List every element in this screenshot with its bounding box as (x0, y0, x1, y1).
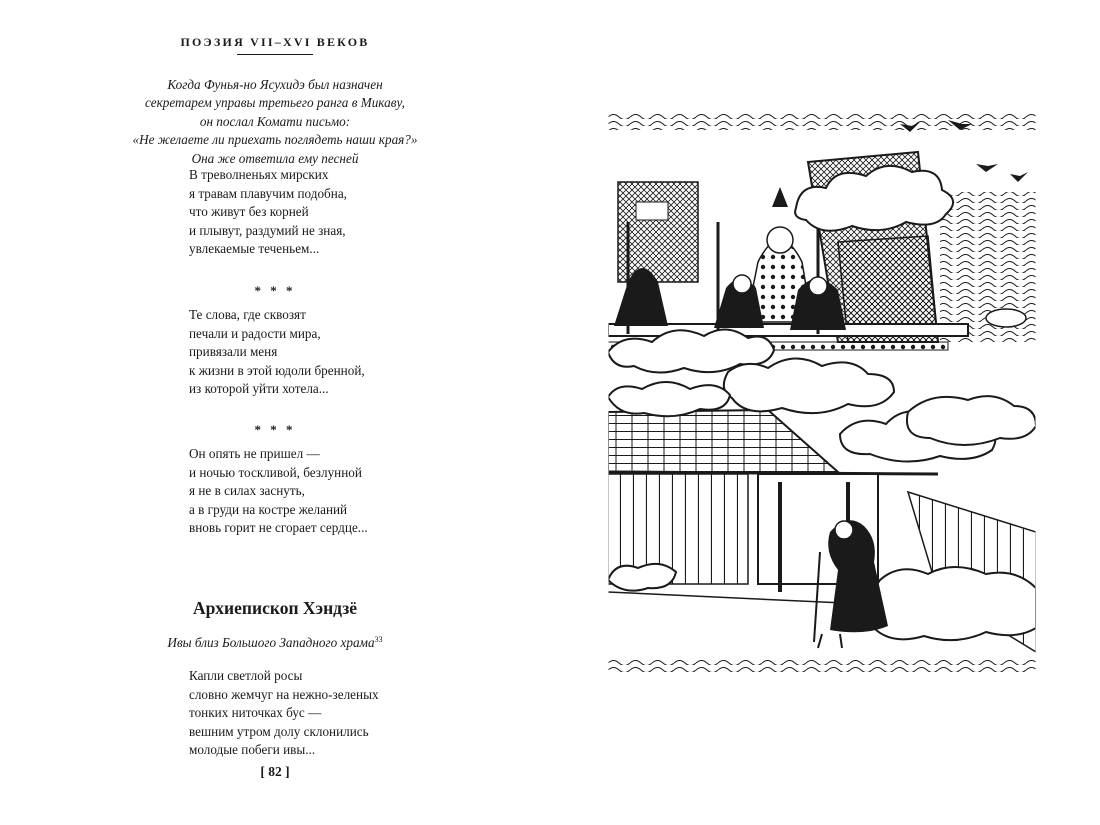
poem-line: к жизни в этой юдоли бренной, (189, 362, 365, 378)
subtitle-text: Ивы близ Большого Западного храма (167, 635, 375, 650)
footnote-ref: 33 (374, 635, 383, 644)
intro-note (120, 76, 430, 168)
intro-line: Она же ответила ему песней (191, 150, 359, 166)
poem-3 (189, 445, 368, 538)
poem-line: тонких ниточках бус — (189, 705, 322, 721)
poem-line: вешним утром долу склонились (189, 723, 369, 739)
poem-line: молодые побеги ивы... (189, 742, 316, 758)
page-number: [ 82 ] (260, 764, 290, 779)
poem-2 (189, 306, 365, 399)
poem-line: увлекаемые теченьем... (189, 241, 320, 257)
intro-line: он послал Комати письмо: (199, 113, 351, 129)
poem-line: вновь горит не сгорает сердце... (189, 520, 368, 536)
poem-1 (189, 166, 347, 259)
separator: * * * (254, 422, 296, 437)
poem-line: из которой уйти хотела... (189, 381, 329, 397)
separator: * * * (254, 283, 296, 298)
poem-line: привязали меня (189, 344, 278, 360)
intro-line: «Не желаете ли приехать поглядеть наши края?» (132, 132, 418, 148)
poem-line: я не в силах заснуть, (189, 483, 305, 499)
poem-line: печали и радости мира, (189, 325, 321, 341)
author-heading: Архиепископ Хэндзё (192, 598, 358, 618)
running-head: ПОЭЗИЯ VII–XVI ВЕКОВ (180, 35, 370, 49)
river-waves (940, 192, 1036, 342)
intro-line: секретарем управы третьего ранга в Микаву, (145, 95, 405, 111)
poem-line: Он опять не пришел — (189, 446, 320, 461)
intro-line: Когда Фунья-но Ясухидэ был назначен (167, 77, 383, 92)
poem-line: Капли светлой росы (189, 668, 303, 683)
poem-line: что живут без корней (189, 204, 309, 220)
poem-line: я травам плавучим подобна, (189, 185, 347, 201)
head-rule (237, 54, 313, 55)
poem-line: В треволненьях мирских (189, 167, 329, 182)
poem-line: и плывут, раздумий не зная, (189, 222, 346, 238)
woodblock-illustration (608, 112, 1036, 676)
poem-line: и ночью тоскливой, безлунной (189, 464, 362, 480)
poem-subtitle (120, 635, 430, 651)
poem-line: Те слова, где сквозят (189, 307, 306, 322)
poem-4 (189, 667, 379, 760)
poem-line: а в груди на костре желаний (189, 501, 348, 517)
right-page (550, 0, 1100, 825)
poem-line: словно жемчуг на нежно-зеленых (189, 686, 379, 702)
